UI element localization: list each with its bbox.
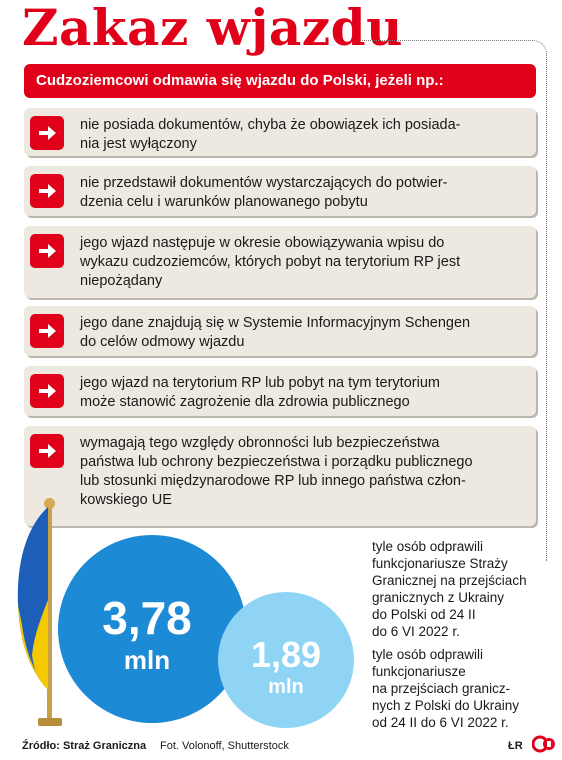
condition-item <box>24 306 536 356</box>
condition-item <box>24 426 536 526</box>
header-bar: Cudzoziemcowi odmawia się wjazdu do Polski, jeżeli np.: <box>24 64 536 98</box>
photo-label: Fot. <box>160 740 179 752</box>
big-stat-note <box>372 538 542 640</box>
condition-item <box>24 108 536 156</box>
photo-value: Volonoff, Shutterstock <box>182 740 289 752</box>
ukraine-flag-icon <box>8 505 58 720</box>
source-label: Źródło: <box>22 740 60 752</box>
source-value: Straż Graniczna <box>62 740 147 752</box>
condition-line: nie przedstawił dokumentów wystarczających do potwier- <box>80 175 448 191</box>
condition-line: państwa lub ochrony bezpieczeństwa i porządku publicznego <box>80 454 473 470</box>
page-title: Zakaz wjazdu <box>22 0 403 57</box>
condition-line: może stanowić zagrożenie dla zdrowia publicznego <box>80 394 410 410</box>
note-line: Granicznej na przejściach <box>372 573 527 588</box>
note-line: od 24 II do 6 VI 2022 r. <box>372 715 509 730</box>
condition-line: kowskiego UE <box>80 492 172 508</box>
condition-line: dzenia celu i warunków planowanego pobytu <box>80 194 368 210</box>
arrow-right-icon <box>30 116 64 150</box>
condition-line: niepożądany <box>80 273 163 289</box>
condition-text <box>80 434 528 510</box>
arrow-right-icon <box>30 174 64 208</box>
note-line: funkcjonariusze <box>372 664 466 679</box>
arrow-right-icon <box>30 434 64 468</box>
author-initials: ŁR <box>508 740 523 752</box>
note-line: do Polski od 24 II <box>372 607 476 622</box>
small-stat-value: 1,89 <box>250 634 322 675</box>
note-line: na przejściach granicz- <box>372 681 511 696</box>
condition-item <box>24 366 536 416</box>
condition-line: nia jest wyłączony <box>80 136 197 152</box>
big-stat-unit: mln <box>123 645 171 675</box>
source-credit <box>22 740 146 752</box>
condition-item <box>24 166 536 216</box>
small-stat-note <box>372 646 542 731</box>
note-line: tyle osób odprawili <box>372 539 484 554</box>
logo-icon <box>532 733 556 755</box>
condition-line: wymagają tego względy obronności lub bezpieczeństwa <box>80 435 440 451</box>
condition-line: nie posiada dokumentów, chyba że obowiązek ich posiada- <box>80 117 461 133</box>
arrow-right-icon <box>30 374 64 408</box>
condition-line: jego wjazd na terytorium RP lub pobyt na tym terytorium <box>80 375 440 391</box>
condition-text <box>80 314 528 352</box>
photo-credit <box>160 740 289 752</box>
condition-item <box>24 226 536 298</box>
condition-line: jego wjazd następuje w okresie obowiązywania wpisu do <box>80 235 445 251</box>
small-stat-unit: mln <box>268 676 304 698</box>
note-line: tyle osób odprawili <box>372 647 484 662</box>
arrow-right-icon <box>30 314 64 348</box>
note-line: nych z Polski do Ukrainy <box>372 698 520 713</box>
condition-text <box>80 234 528 291</box>
arrow-right-icon <box>30 234 64 268</box>
note-line: funkcjonariusze Straży <box>372 556 508 571</box>
big-stat-value: 3,78 <box>102 592 192 644</box>
note-line: do 6 VI 2022 r. <box>372 624 460 639</box>
condition-line: wykazu cudzoziemców, których pobyt na terytorium RP jest <box>80 254 461 270</box>
condition-line: jego dane znajdują się w Systemie Informacyjnym Schengen <box>80 315 471 331</box>
condition-text <box>80 116 528 154</box>
condition-text <box>80 174 528 212</box>
condition-text <box>80 374 528 412</box>
note-line: granicznych z Ukrainy <box>372 590 505 605</box>
condition-line: do celów odmowy wjazdu <box>80 334 245 350</box>
condition-line: lub stosunki międzynarodowe RP lub innego państwa człon- <box>80 473 466 489</box>
